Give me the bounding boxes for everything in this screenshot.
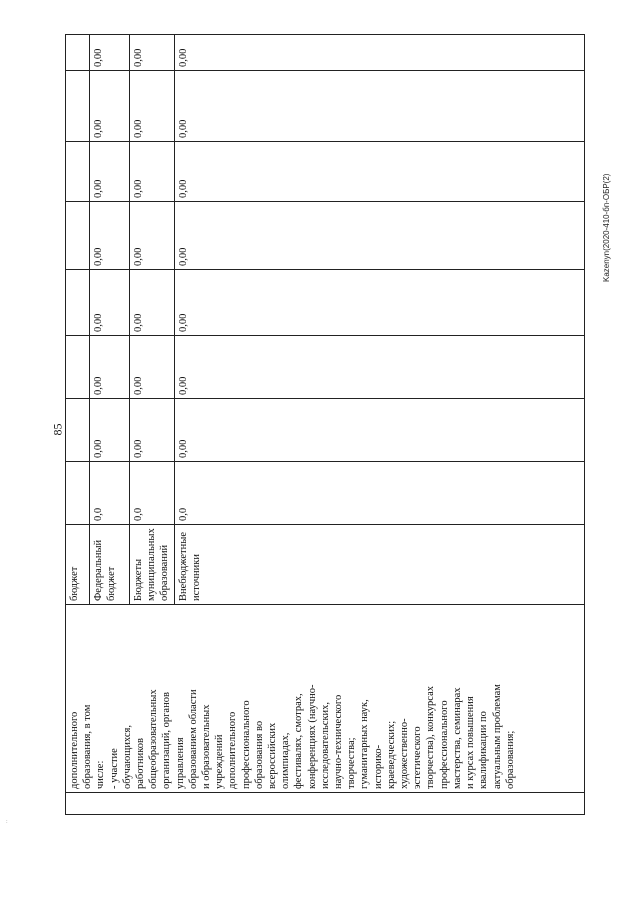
source-cell: Бюджеты муниципальных образований	[130, 525, 175, 605]
description-line: квалификации по	[478, 711, 490, 789]
description-line: олимпиадах,	[280, 732, 292, 789]
description-line: обучающихся,	[121, 725, 133, 789]
value-cell: 0,00	[174, 142, 584, 202]
source-cell-budget: бюджет	[66, 525, 90, 605]
description-line: образованием области	[187, 689, 199, 789]
description-line: общеобразовательных	[148, 689, 160, 789]
description-line: работников	[135, 738, 147, 789]
source-cell: Федеральный бюджет	[90, 525, 130, 605]
empty-cell	[66, 270, 90, 336]
description-line: управления	[174, 737, 186, 789]
description-line: фестивалях, смотрах,	[293, 693, 305, 789]
value-cell: 0,00	[174, 270, 584, 336]
value-cell: 0,00	[90, 35, 130, 71]
description-line: исследовательских,	[319, 701, 331, 789]
value-cell: 0,00	[90, 202, 130, 270]
value-cell: 0,00	[174, 399, 584, 462]
description-line: творчества), конкурсах	[425, 686, 437, 789]
description-line: конференциях (научно-	[306, 684, 318, 789]
description-line: образования во	[253, 720, 265, 789]
description-line: учреждений	[214, 734, 226, 789]
description-line: актуальным проблемам	[491, 684, 503, 789]
value-cell: 0,00	[130, 71, 175, 142]
margin-note-text: Kazenyn(2020-410-бп-ОБР(2)	[602, 173, 611, 282]
value-cell: 0,00	[90, 399, 130, 462]
description-line: дополнительного	[69, 711, 80, 789]
description-line: эстетического	[412, 726, 424, 789]
description-line: творчества;	[346, 737, 358, 789]
empty-cell	[66, 399, 90, 462]
description-line: образования;	[504, 730, 516, 789]
description-line: художественно-	[399, 718, 411, 789]
value-cell: 0,00	[174, 35, 584, 71]
empty-cell	[66, 202, 90, 270]
value-cell: 0,0	[90, 462, 130, 525]
empty-cell	[66, 142, 90, 202]
description-line: историко-	[372, 744, 384, 789]
description-line: и курсах повышения	[465, 696, 477, 789]
description-cell	[66, 605, 585, 793]
value-cell: 0,00	[130, 142, 175, 202]
description-line: образования, в том	[82, 704, 94, 789]
description-text	[68, 608, 517, 789]
value-cell: 0,00	[90, 71, 130, 142]
description-line: всероссийских	[267, 722, 279, 789]
value-cell: 0,00	[174, 71, 584, 142]
empty-cell	[66, 71, 90, 142]
description-line: профессионального	[240, 700, 252, 789]
empty-cell	[66, 462, 90, 525]
budget-table	[65, 34, 585, 815]
value-cell: 0,00	[90, 336, 130, 399]
value-cell: 0,00	[130, 202, 175, 270]
description-line: дополнительного	[227, 711, 239, 789]
value-cell: 0,0	[174, 462, 584, 525]
description-line: числе:	[95, 760, 107, 789]
value-cell: 0,00	[130, 270, 175, 336]
value-cell: 0,00	[130, 399, 175, 462]
source-cell: Внебюджетные источники	[174, 525, 584, 605]
value-cell: 0,0	[130, 462, 175, 525]
description-line: краеведческих;	[385, 720, 397, 789]
value-cell: 0,00	[174, 202, 584, 270]
value-cell: 0,00	[130, 35, 175, 71]
scan-mark: :	[6, 819, 8, 825]
empty-cell	[66, 336, 90, 399]
description-line: - участие	[108, 748, 120, 789]
description-line: мастерства, семинарах	[451, 687, 463, 789]
empty-cell	[66, 35, 90, 71]
margin-note	[600, 173, 640, 296]
description-line: и образовательных	[201, 704, 213, 789]
value-cell: 0,00	[90, 270, 130, 336]
description-line: организаций, органов	[161, 692, 173, 789]
value-cell: 0,00	[90, 142, 130, 202]
index-cell	[66, 793, 585, 815]
value-cell: 0,00	[174, 336, 584, 399]
description-line: научно-технического	[333, 694, 345, 789]
rotated-table-page	[65, 35, 585, 815]
description-line: профессионального	[438, 700, 450, 789]
value-cell: 0,00	[130, 336, 175, 399]
description-line: гуманитарных наук,	[359, 699, 371, 789]
page-number: 85	[50, 423, 65, 436]
